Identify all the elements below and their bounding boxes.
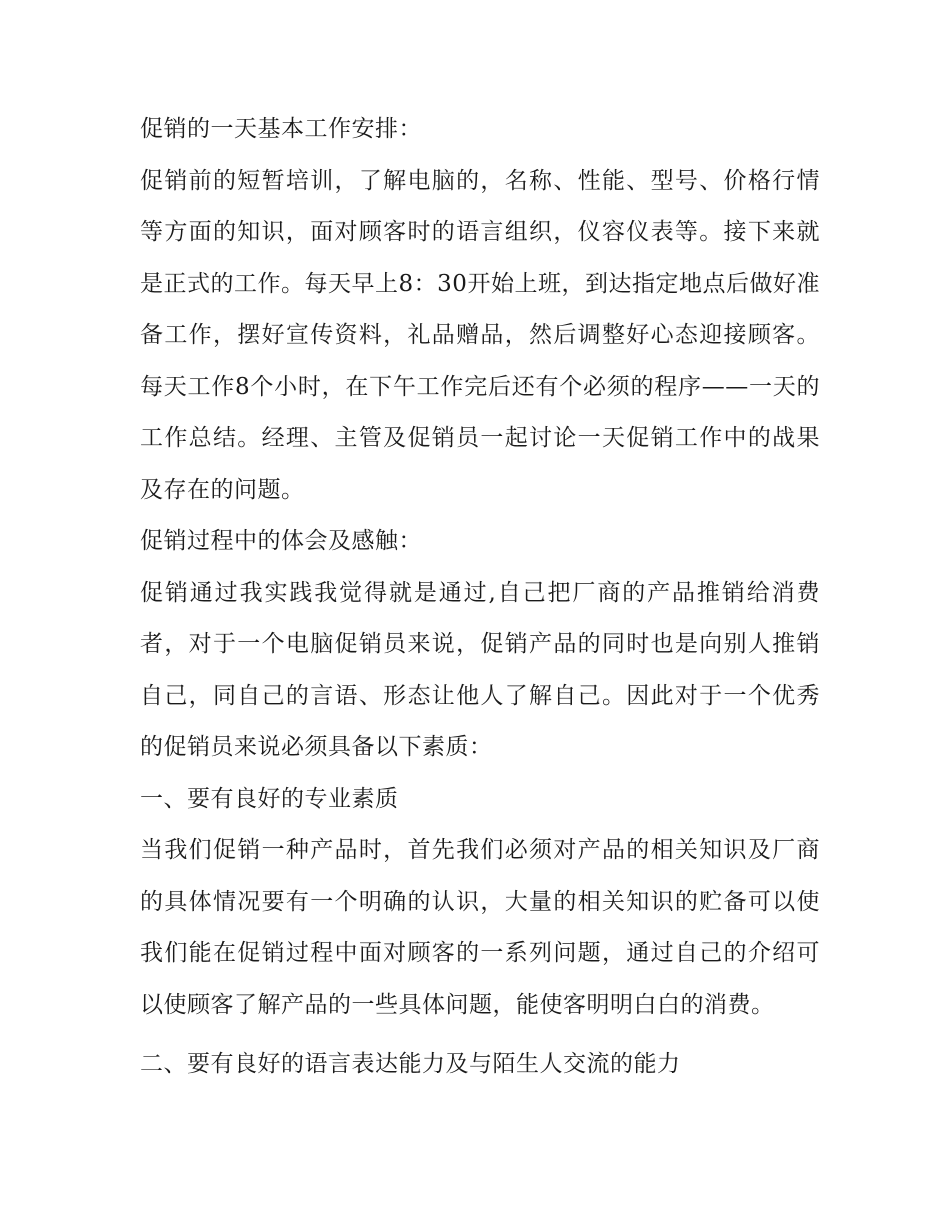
document-body — [140, 104, 820, 1091]
paragraph-experience: 促销通过我实践我觉得就是通过,自己把厂商的产品推销给消费者，对于一个电脑促销员来说，促销产品的同时也是向别人推销自己，同自己的言语、形态让他人了解自己。因此对于一个优秀的促销员来说必须具备以下素质： — [140, 579, 820, 760]
heading-daily-schedule: 促销的一天基本工作安排： — [140, 116, 422, 142]
heading-experience: 促销过程中的体会及感触： — [140, 528, 422, 554]
paragraph-daily-schedule: 促销前的短暂培训，了解电脑的，名称、性能、型号、价格行情等方面的知识，面对顾客时的语言组织，仪容仪表等。接下来就是正式的工作。每天早上8：30开始上班，到达指定地点后做好准备工作，摆好宣传资料，礼品赠品，然后调整好心态迎接顾客。每天工作8个小时，在下午工作完后还有个必须的程序——一天的工作总结。经理、主管及促销员一起讨论一天促销工作中的战果及存在的问题。 — [140, 167, 820, 503]
heading-professional-quality: 一、要有良好的专业素质 — [140, 785, 399, 812]
heading-communication-ability: 二、要有良好的语言表达能力及与陌生人交流的能力 — [140, 1051, 681, 1077]
paragraph-professional-quality: 当我们促销一种产品时，首先我们必须对产品的相关知识及厂商的具体情况要有一个明确的认识，大量的相关知识的贮备可以使我们能在促销过程中面对顾客的一系列问题，通过自己的介绍可以使顾客了解产品的一些具体问题，能使客明明白白的消费。 — [140, 837, 820, 1018]
